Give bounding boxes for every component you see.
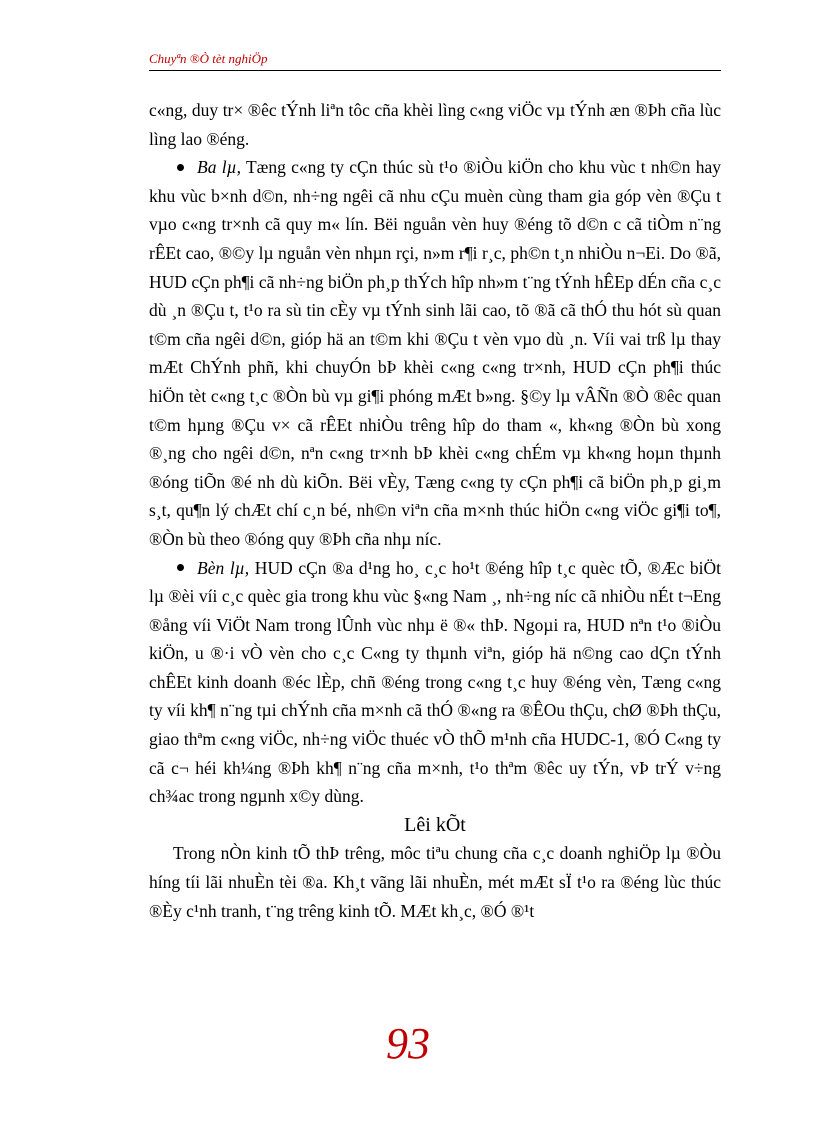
page-number: 93 [386, 1019, 430, 1068]
document-body [149, 96, 721, 925]
bullet-icon [177, 164, 184, 171]
closing-paragraph: Trong nÒn kinh tÕ thÞ trêng, môc tiªu chung cña c¸c doanh nghiÖp lµ ®Òu híng tíi lãi nhuÈn tèi ®a. Kh¸t vãng lãi nhuÈn, mét mÆt sÏ t¹o ra ®éng lùc thúc ®Èy c¹nh tranh, t¨ng trêng kinh tÕ. MÆt kh¸c, ®Ó ®¹t [149, 843, 721, 921]
header-title: Chuyªn ®Ò tèt nghiÖp [149, 51, 268, 66]
intro-paragraph: c«ng, duy tr× ®êc tÝnh liªn tôc cña khèi lìng c«ng viÖc vµ tÝnh æn ®Þh cña lùc lìng lao ®éng. [149, 100, 721, 149]
bullet-icon [177, 564, 184, 571]
bullet-lead-term: Ba lµ, [197, 157, 242, 178]
bullet-text: Tæng c«ng ty cÇn thúc sù t¹o ®iÒu kiÖn cho khu vùc t nh©n hay khu vùc b×nh d©n, nh÷ng ngêi cã nhu cÇu muèn cùng tham gia góp vèn ®Çu t vµo c«ng tr×nh cã quy m« lín. Bëi nguån vèn huy ®éng tõ d©n c cã tiÒm n¨ng rÊEt cao, ®©y lµ nguån vèn nhµn rçi, n»m r¶i r¸c, ph©n t¸n nhiÒu n¬Ei. Do ®ã, HUD cÇn ph¶i cã nh÷ng biÖn ph¸p thÝch hîp nh»m t¨ng tÝnh hÊEp dÉn cña c¸c dù ¸n ®Çu t, t¹o ra sù tin cÈy vµ tÝnh sinh lãi cao, tõ ®ã cã thÓ thu hót sù quan t©m cña ngêi d©n, gióp hä an t©m khi ®Çu t vèn vµo dù ¸n. Víi vai trß lµ thay mÆt ChÝnh phñ, khi chuyÓn bÞ khèi c«ng c«ng tr×nh, HUD cÇn ph¶i thúc hiÖn tèt c«ng t¸c ®Òn bù vµ gi¶i phóng mÆt b»ng. §©y lµ vÂÑn ®Ò ®êc quan t©m hµng ®Çu v× cã rÊEt nhiÒu trêng hîp do tham «, kh«ng ®Òn bù xong ®¸ng cho ngêi d©n, nªn c«ng tr×nh bÞ khèi c«ng chÉm vµ kh«ng hoµn thµnh ®óng tiÕn ®é nh dù kiÕn. Bëi vÈy, Tæng c«ng ty cÇn ph¶i cã biÖn ph¸p gi¸m s¸t, qu¶n lý chÆt chí c¸n bé, nh©n viªn cña m×nh thúc hiÖn c«ng viÖc gi¶i to¶, ®Òn bù theo ®óng quy ®Þh cña nhµ níc. [149, 157, 721, 549]
bullet-text: HUD cÇn ®a d¹ng ho¸ c¸c ho¹t ®éng hîp t¸c quèc tÕ, ®Æc biÖt lµ ®èi víi c¸c quèc gia trong khu vùc §«ng Nam ¸, nh÷ng níc cã nhiÒu nÉt t¬Eng ®ång víi ViÖt Nam trong lÛnh vùc nhµ ë ®« thÞ. Ngoµi ra, HUD nªn t¹o ®iÒu kiÖn, u ®·i vÒ vèn cho c¸c C«ng ty thµnh viªn, gióp hä n©ng cao dÇn tÝnh chÊEt kinh doanh ®éc lÈp, chñ ®éng trong c«ng t¸c huy ®éng vèn, Tæng c«ng ty víi kh¶ n¨ng tµi chÝnh cña m×nh cã thÓ ®«ng ra ®ÊOu thÇu, chØ ®Þh thÇu, giao thªm c«ng viÖc, nh÷ng viÖc thuéc vÒ thÕ m¹nh cña HUDC-1, ®Ó C«ng ty cã c¬ héi kh¼ng ®Þh kh¶ n¨ng cña m×nh, t¹o thªm ®êc uy tÝn, vÞ trÝ v÷ng ch¾ac trong ngµnh x©y dùng. [149, 557, 721, 807]
bullet-paragraph-4 [149, 554, 721, 811]
bullet-lead-term: Bèn lµ, [197, 557, 250, 578]
bullet-paragraph-3 [149, 153, 721, 553]
section-heading: Lêi kÕt [404, 813, 466, 836]
running-header [149, 50, 721, 71]
